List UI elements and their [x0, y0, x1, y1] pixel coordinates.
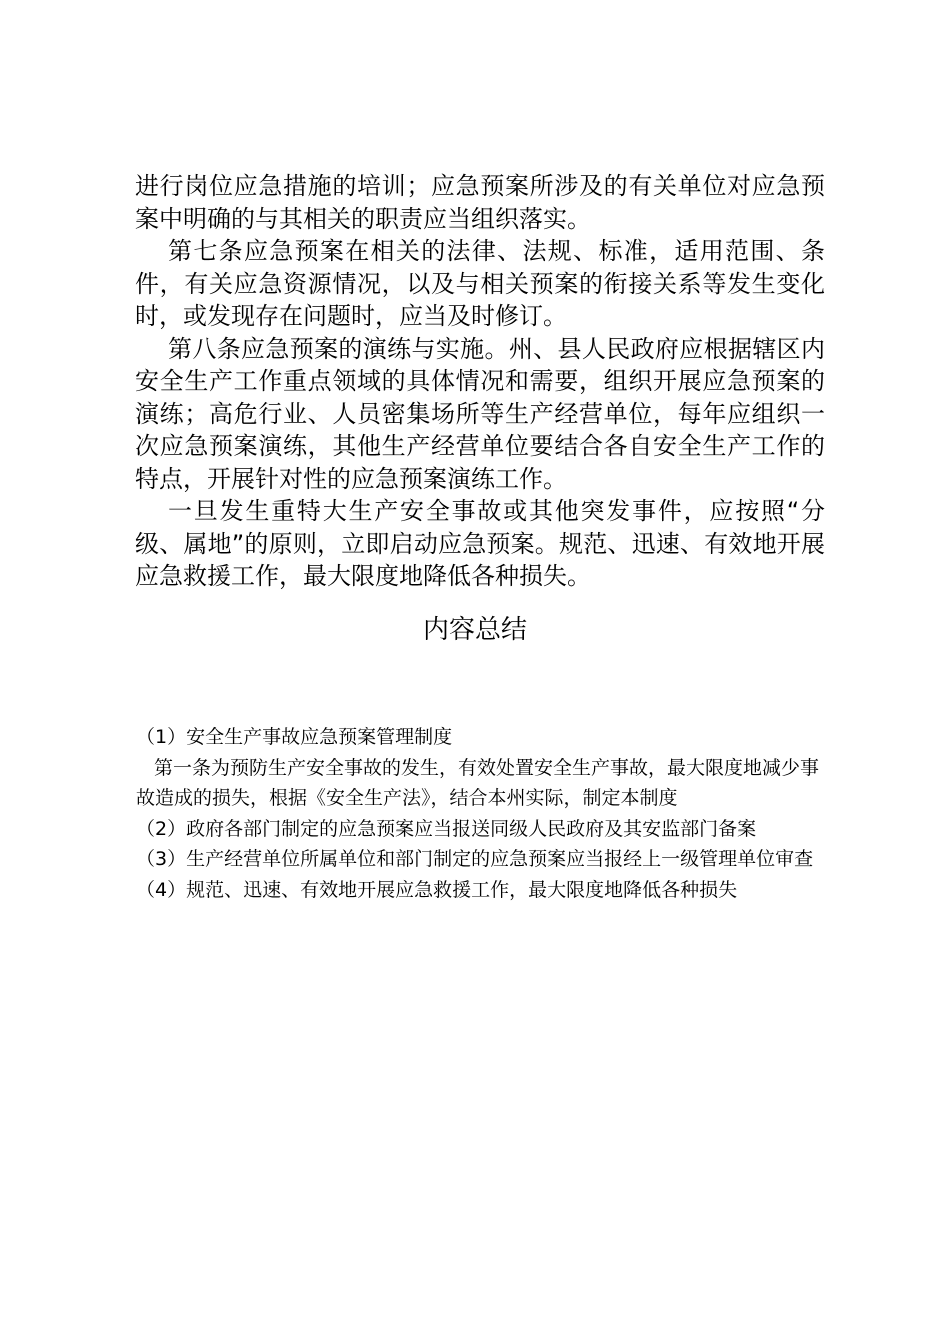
- summary-item: （1）安全生产事故应急预案管理制度: [136, 726, 453, 748]
- summary-title: 内容总结: [422, 615, 527, 645]
- summary-list: [136, 722, 826, 905]
- paragraph-training: 进行岗位应急措施的培训；应急预案所涉及的有关单位对应急预案中明确的与其相关的职责应当组织落实。: [135, 172, 825, 233]
- paragraph-emergency-response: 一旦发生重特大生产安全事故或其他突发事件，应按照“分级、属地”的原则，立即启动应急预案。规范、迅速、有效地开展应急救援工作，最大限度地降低各种损失。: [135, 497, 825, 590]
- summary-item: 第一条为预防生产安全事故的发生，有效处置安全生产事故，最大限度地减少事故造成的损失，根据《安全生产法》，结合本州实际，制定本制度: [136, 756, 820, 809]
- summary-item: （2）政府各部门制定的应急预案应当报送同级人民政府及其安监部门备案: [136, 817, 757, 840]
- body-text: [135, 170, 825, 593]
- summary-item: （4）规范、迅速、有效地开展应急救援工作，最大限度地降低各种损失: [136, 878, 738, 901]
- paragraph-article-8: 第八条应急预案的演练与实施。州、县人民政府应根据辖区内安全生产工作重点领域的具体情况和需要，组织开展应急预案的演练；高危行业、人员密集场所等生产经营单位，每年应组织一次应急预案演练，其他生产经营单位要结合各自安全生产工作的特点，开展针对性的应急预案演练工作。: [135, 334, 825, 493]
- paragraph-article-7: 第七条应急预案在相关的法律、法规、标准，适用范围、条件，有关应急资源情况，以及与相关预案的衔接关系等发生变化时，或发现存在问题时，应当及时修订。: [135, 237, 825, 330]
- summary-item: （3）生产经营单位所属单位和部门制定的应急预案应当报经上一级管理单位审查: [136, 848, 814, 870]
